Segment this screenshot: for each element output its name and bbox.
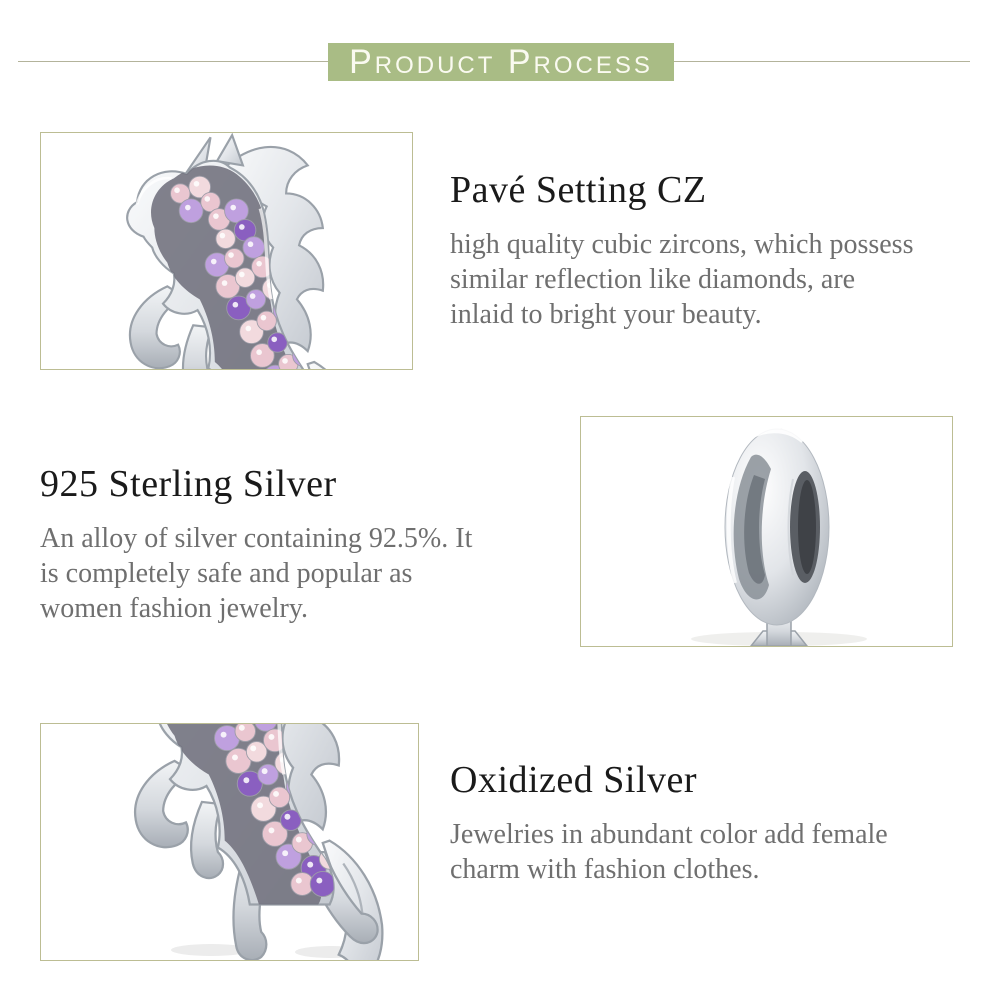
page-title: Product Process bbox=[349, 43, 653, 81]
product-photo-unicorn-top bbox=[40, 132, 413, 370]
product-photo-silver-bead bbox=[580, 416, 953, 647]
section-heading: 925 Sterling Silver bbox=[40, 463, 337, 505]
section-pave-setting-cz bbox=[450, 168, 990, 332]
product-photo-unicorn-bottom bbox=[40, 723, 419, 961]
section-body: high quality cubic zircons, which possess similar reflection like diamonds, are inlaid to bright your beauty. bbox=[450, 229, 914, 330]
section-heading: Oxidized Silver bbox=[450, 759, 698, 801]
header-title-box bbox=[328, 43, 674, 81]
section-body: Jewelries in abundant color add female charm with fashion clothes. bbox=[450, 819, 888, 885]
section-body: An alloy of silver containing 92.5%. It is completely safe and popular as women fashion jewelry. bbox=[40, 523, 473, 624]
section-925-sterling-silver bbox=[40, 462, 580, 626]
section-heading: Pavé Setting CZ bbox=[450, 169, 707, 211]
section-oxidized-silver bbox=[450, 758, 990, 887]
